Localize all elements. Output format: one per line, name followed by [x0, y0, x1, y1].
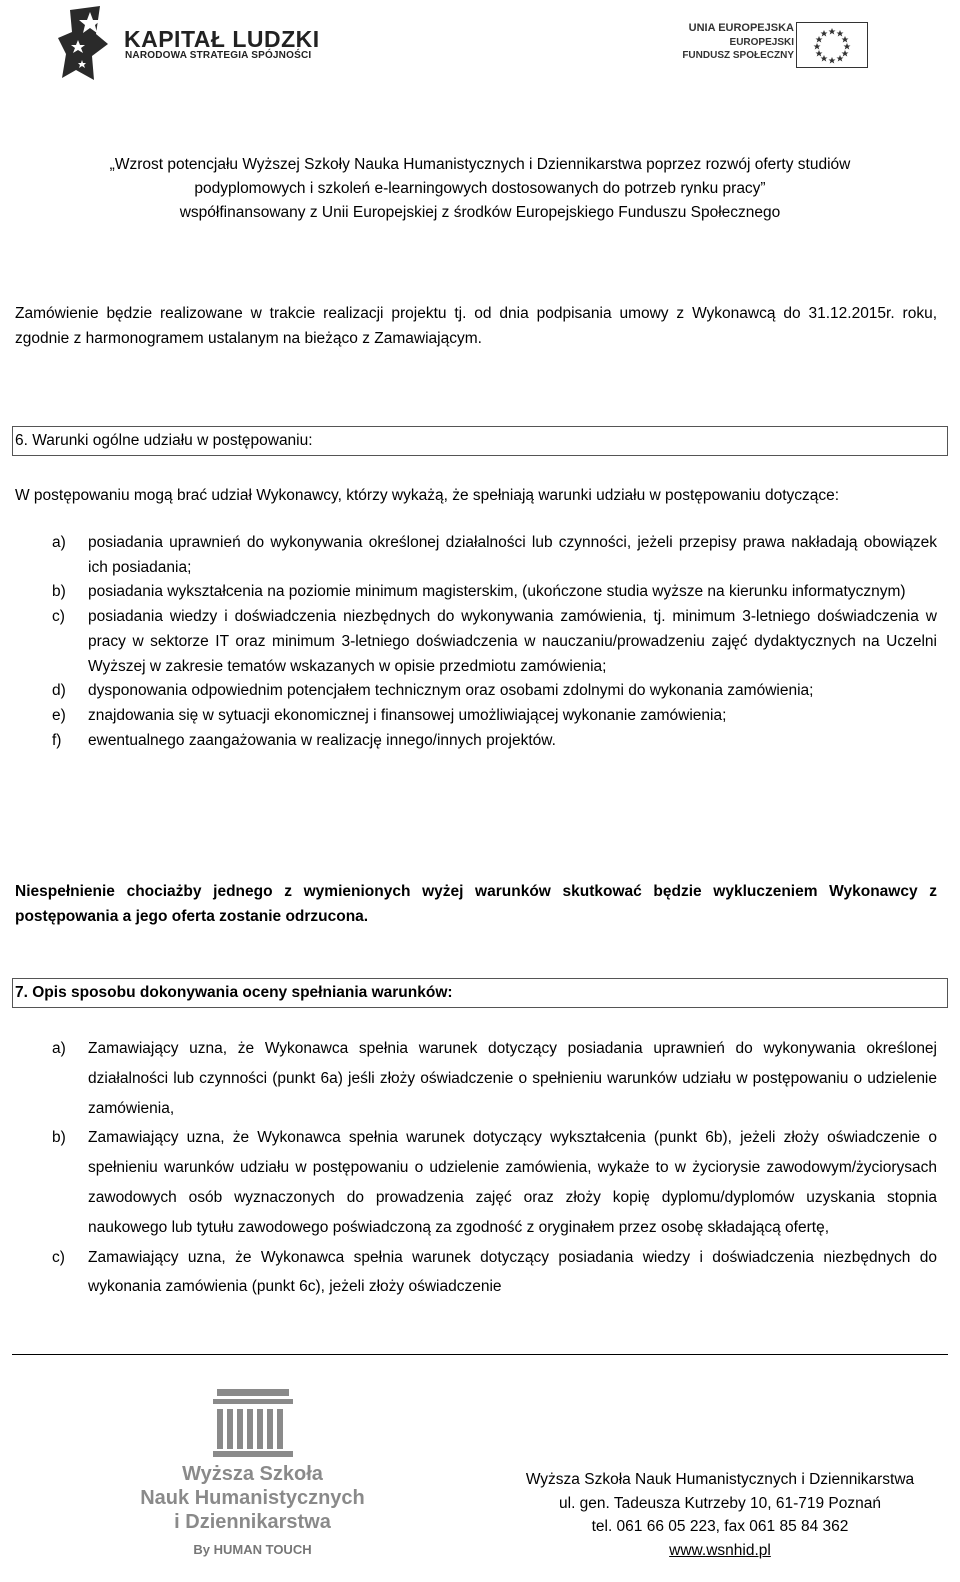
list-item-text: posiadania uprawnień do wykonywania określonej działalności lub czynności, jeżeli przepisy prawa nakładają obowiązek ich posiadania; [88, 534, 937, 576]
project-header-line: „Wzrost potencjału Wyższej Szkoły Nauka Humanistycznych i Dziennikarstwa poprzez rozwój oferty studiów [109, 156, 851, 173]
list-item-text: Zamawiający uzna, że Wykonawca spełnia warunek dotyczący wykształcenia (punkt 6b), jeżeli złoży oświadczenie o spełnieniu warunków udziału w postępowaniu o udzielenie zamówienia, wykaże to w życiorysie zawodowym/życiorysach zawodowych osób wyznaczonych do prowadzenia zajęć oraz złoży kopię dyplomu/dyplomów uzyskania stopnia naukowego lub tytułu zawodowego poświadczoną za zgodność z oryginałem przez osobę składającą ofertę, [88, 1129, 937, 1236]
footer-address-line: ul. gen. Tadeusza Kutrzeby 10, 61-719 Poznań [559, 1494, 881, 1512]
section-7-assessment-list [52, 1034, 937, 1302]
kapital-ludzki-emblem-icon [56, 4, 126, 84]
list-item-label: a) [52, 1040, 66, 1057]
section-6-conditions-list [52, 531, 937, 753]
list-item-label: f) [52, 731, 62, 749]
footer-divider [12, 1354, 948, 1355]
list-item [52, 580, 937, 605]
footer-address [500, 1468, 940, 1562]
wsnhid-logo [135, 1385, 370, 1565]
list-item [52, 1243, 937, 1303]
eu-flag-icon [796, 22, 868, 68]
project-header-line: podyplomowych i szkoleń e-learningowych dostosowanych do potrzeb rynku pracy” [194, 180, 766, 197]
list-item [52, 1034, 937, 1123]
eu-logo-line1: UNIA EUROPEJSKA [688, 22, 794, 34]
exclusion-warning: Niespełnienie chociażby jednego z wymienionych wyżej warunków skutkować będzie wykluczeniem Wykonawcy z postępowania a jego oferta zostanie odrzucona. [15, 883, 937, 925]
list-item-text: Zamawiający uzna, że Wykonawca spełnia warunek dotyczący posiadania uprawnień do wykonywania określonej działalności lub czynności (punkt 6a) jeśli złoży oświadczenie o spełnieniu warunków udziału w postępowaniu o udzielenie zamówienia, [88, 1040, 937, 1117]
section-7-heading [12, 978, 948, 1008]
list-item-text: znajdowania się w sytuacji ekonomicznej i finansowej umożliwiającej wykonanie zamówienia; [88, 706, 727, 724]
list-item [52, 1123, 937, 1242]
list-item-label: c) [52, 1248, 65, 1266]
list-item [52, 605, 937, 679]
wsnhid-logo-line3: i Dziennikarstwa [174, 1511, 331, 1533]
section-6-intro: W postępowaniu mogą brać udział Wykonawcy, którzy wykażą, że spełniają warunki udziału w postępowaniu dotyczące: [15, 487, 840, 504]
list-item [52, 531, 937, 580]
list-item-label: d) [52, 682, 66, 700]
list-item-label: a) [52, 534, 66, 551]
intro-paragraph: Zamówienie będzie realizowane w trakcie realizacji projektu tj. od dnia podpisania umowy z Wykonawcą do 31.12.2015r. roku, zgodnie z harmonogramem ustalanym na bieżąco z Zamawiającym. [15, 305, 937, 347]
list-item-text: posiadania wiedzy i doświadczenia niezbędnych do wykonywania zamówienia, tj. minimum 3-letniego doświadczenia w pracy w sektorze IT oraz minimum 3-letniego doświadczenia w nauczaniu/prowadzeniu zajęć dydaktycznych na Uczelni Wyższej w zakresie tematów wskazanych w opisie przedmiotu zamówienia; [88, 608, 937, 675]
wsnhid-logo-tagline: By HUMAN TOUCH [193, 1542, 312, 1557]
project-header [20, 153, 940, 225]
footer-address-line: Wyższa Szkoła Nauk Humanistycznych i Dziennikarstwa [525, 1471, 915, 1488]
eu-logo-line3: FUNDUSZ SPOŁECZNY [682, 50, 794, 61]
list-item [52, 704, 937, 729]
section-7-title: 7. Opis sposobu dokonywania oceny spełniania warunków: [15, 984, 453, 1001]
footer-address-line: tel. 061 66 05 223, fax 061 85 84 362 [591, 1518, 849, 1535]
kapital-ludzki-title: KAPITAŁ LUDZKI [124, 26, 320, 52]
list-item-text: posiadania wykształcenia na poziomie minimum magisterskim, (ukończone studia wyższe na kierunku informatycznym) [88, 583, 906, 601]
building-columns-icon [135, 1385, 370, 1461]
list-item-label: c) [52, 608, 65, 626]
section-6-heading: 6. Warunki ogólne udziału w postępowaniu: [12, 426, 948, 456]
wsnhid-logo-line2: Nauk Humanistycznych [140, 1487, 365, 1509]
website-link[interactable]: www.wsnhid.pl [669, 1541, 771, 1559]
project-header-line: współfinansowany z Unii Europejskiej z środków Europejskiego Funduszu Społecznego [179, 204, 781, 221]
eu-logo [682, 20, 920, 70]
list-item-label: e) [52, 706, 66, 724]
wsnhid-logo-line1: Wyższa Szkoła [182, 1463, 323, 1485]
list-item-label: b) [52, 583, 66, 601]
kapital-ludzki-subtitle: NARODOWA STRATEGIA SPÓJNOŚCI [125, 50, 312, 61]
list-item-label: b) [52, 1129, 66, 1147]
list-item [52, 729, 937, 754]
list-item-text: dysponowania odpowiednim potencjałem technicznym oraz osobami zdolnymi do wykonania zamówienia; [88, 682, 814, 700]
list-item [52, 679, 937, 704]
eu-logo-line2: EUROPEJSKI [729, 37, 794, 48]
list-item-text: ewentualnego zaangażowania w realizację innego/innych projektów. [88, 731, 556, 749]
list-item-text: Zamawiający uzna, że Wykonawca spełnia warunek dotyczący posiadania wiedzy i doświadczenia niezbędnych do wykonania zamówienia (punkt 6c), jeżeli złoży oświadczenie [88, 1248, 937, 1296]
